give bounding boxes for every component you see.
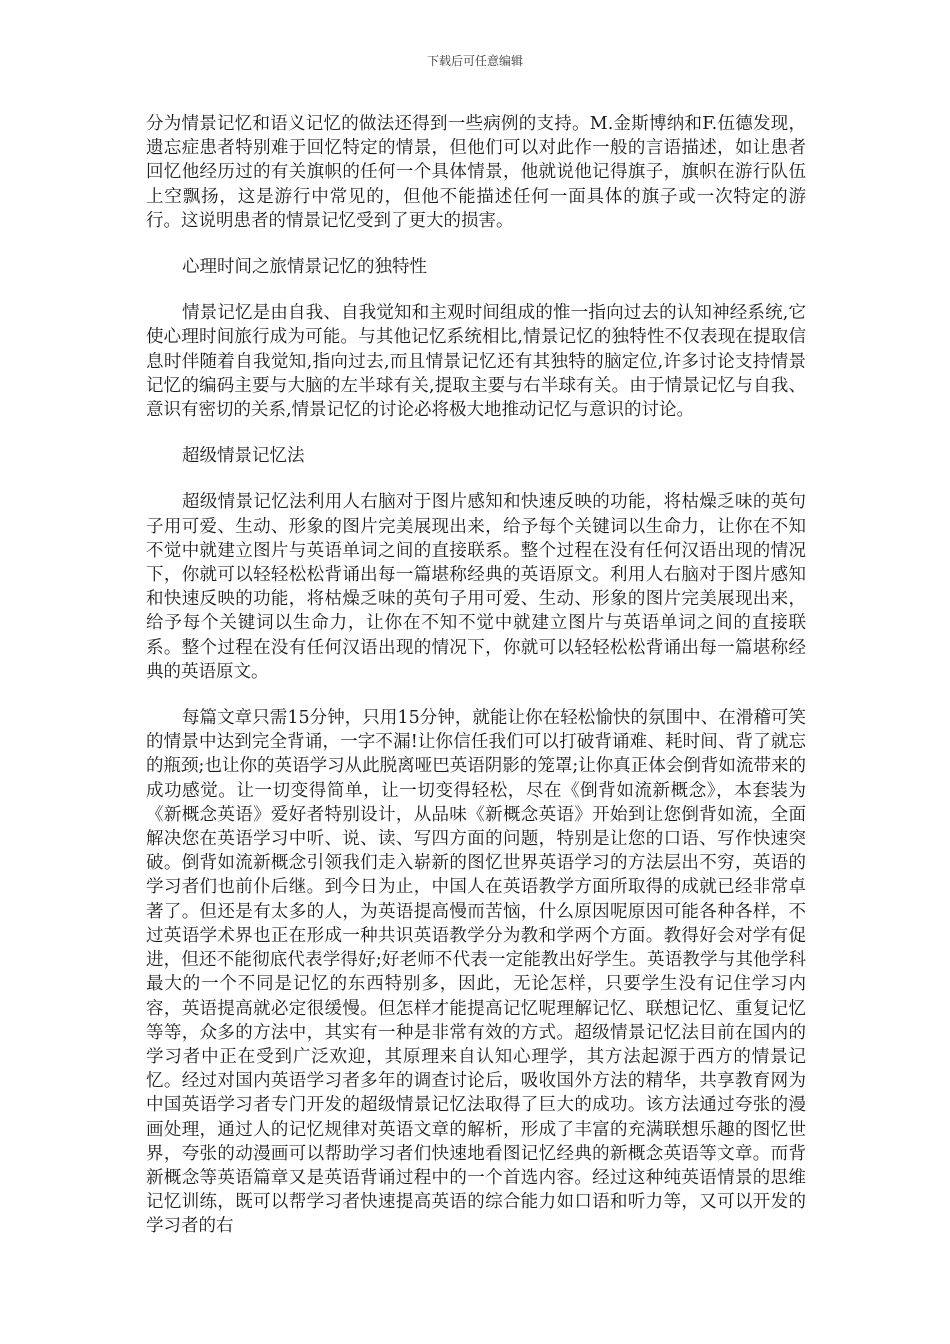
spacer: [146, 422, 806, 444]
page-header-note: 下载后可任意编辑: [426, 54, 523, 68]
section-heading-super-episodic-method: 超级情景记忆法: [182, 446, 305, 467]
paragraph-episodic-memory-cases: 分为情景记忆和语义记忆的做法还得到一些病例的支持。M.金斯博纳和F.伍德发现，遗忘症患者特别难于回忆特定的情景，但他们可以对此作一般的言语描述，如让患者回忆他经历过的有关旗帜的任何一个具体情景，他就说他记得旗子，旗帜在游行队伍上空飘扬，这是游行中常见的，但他不能描述任何一面具体的旗子或一次特定的游行。这说明患者的情景记忆受到了更大的损害。: [146, 114, 806, 231]
spacer: [146, 233, 806, 255]
paragraph-fifteen-minutes: 每篇文章只需15分钟，只用15分钟，就能让你在轻松愉快的氛围中、在滑稽可笑的情景中达到完全背诵，一字不漏!让你信任我们可以打破背诵难、耗时间、背了就忘的瓶颈;也让你的英语学习从此脱离哑巴英语阴影的笼罩;让你真正体会倒背如流带来的成功感觉。让一切变得简单，让一切变得轻松，尽在《倒背如流新概念》，本套装为《新概念英语》爱好者特别设计，从品味《新概念英语》开始到让您倒背如流，全面解决您在英语学习中听、说、读、写四方面的问题，特别是让您的口语、写作快速突破。倒背如流新概念引领我们走入崭新的图忆世界英语学习的方法层出不穷，英语的学习者们也前仆后继。到今日为止，中国人在英语教学方面所取得的成就已经非常卓著了。但还是有太多的人，为英语提高慢而苦恼，什么原因呢原因可能各种各样，不过英语学术界也正在形成一种共识英语教学分为教和学两个方面。教得好会对学有促进，但还不能彻底代表学得好;好老师不代表一定能教出好学生。英语教学与其他学科最大的一个不同是记忆的东西特别多，因此，无论怎样，只要学生没有记住学习内容，英语提高就必定很缓慢。但怎样才能提高记忆呢理解记忆、联想记忆、重复记忆等等，众多的方法中，其实有一种是非常有效的方式。超级情景记忆法目前在国内的学习者中正在受到广泛欢迎，其原理来自认知心理学，其方法起源于西方的情景记忆。经过对国内英语学习者多年的调查讨论后，吸收国外方法的精华，共享教育网为中国英语学习者专门开发的超级情景记忆法取得了巨大的成功。该方法通过夸张的漫画处理，通过人的记忆规律对英语文章的解析，形成了丰富的充满联想乐趣的图忆世界，夸张的动漫画可以帮助学习者们快速地看图记忆经典的新概念英语等文章。而背新概念等英语篇章又是英语背诵过程中的一个首选内容。经过这种纯英语情景的思维记忆训练，既可以帮学习者快速提高英语的综合能力如口语和听力等，又可以开发的学习者的右: [146, 708, 806, 1237]
paragraph-episodic-memory-uniqueness: 情景记忆是由自我、自我觉知和主观时间组成的惟一指向过去的认知神经系统,它使心理时间旅行成为可能。与其他记忆系统相比,情景记忆的独特性不仅表现在提取信息时伴随着自我觉知,指向过去,而且情景记忆还有其独特的脑定位,许多讨论支持情景记忆的编码主要与大脑的左半球有关,提取主要与右半球有关。由于情景记忆与自我、意识有密切的关系,情景记忆的讨论必将极大地推动记忆与意识的讨论。: [146, 303, 806, 421]
section-heading-mental-time-travel: 心理时间之旅情景记忆的独特性: [182, 257, 427, 278]
paragraph-right-brain-images: 超级情景记忆法利用人右脑对于图片感知和快速反映的功能，将枯燥乏味的英句子用可爱、生动、形象的图片完美展现出来，给予每个关键词以生命力，让你在不知不觉中就建立图片与英语单词之间的直接联系。整个过程在没有任何汉语出现的情况下，你就可以轻轻松松背诵出每一篇堪称经典的英语原文。利用人右脑对于图片感知和快速反映的功能，将枯燥乏味的英句子用可爱、生动、形象的图片完美展现出来，给予每个关键词以生命力，让你在不知不觉中就建立图片与英语单词之间的直接联系。整个过程在没有任何汉语出现的情况下，你就可以轻轻松松背诵出每一篇堪称经典的英语原文。: [146, 492, 806, 682]
spacer: [146, 684, 806, 706]
spacer: [146, 279, 806, 301]
document-body: [146, 112, 806, 1239]
spacer: [146, 468, 806, 490]
